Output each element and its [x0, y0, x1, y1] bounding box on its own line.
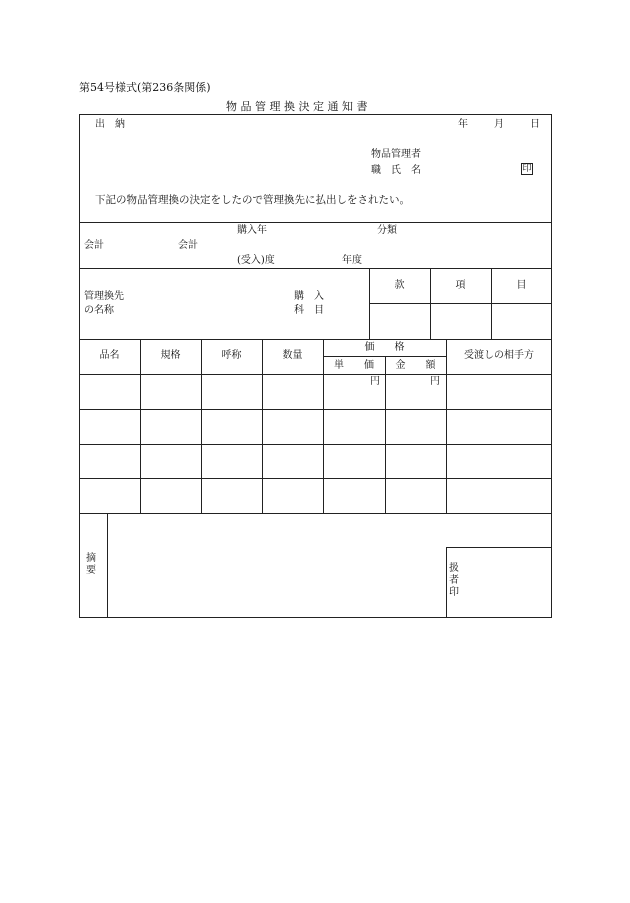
grid-line — [140, 339, 141, 513]
divider-line — [79, 222, 552, 223]
kou-label: 項 — [455, 280, 466, 291]
grid-line — [79, 478, 552, 479]
name-label: 職 氏 名 — [371, 165, 421, 176]
form-title: 物 品 管 理 換 決 定 通 知 書 — [226, 100, 368, 113]
grid-line — [107, 513, 108, 618]
grid-line — [385, 356, 386, 513]
tekiyo-label: 摘要 — [86, 553, 96, 576]
manager-label: 物品管理者 — [371, 149, 421, 160]
col-kingaku: 金 額 — [395, 360, 436, 371]
col-kakaku: 価 格 — [364, 342, 405, 353]
month-label: 月 — [494, 119, 504, 130]
received-year-label: (受入)度 — [237, 255, 275, 266]
kan-label: 款 — [394, 280, 405, 291]
day-label: 日 — [530, 119, 540, 130]
nendo-label: 年度 — [342, 255, 362, 266]
form-number: 第54号様式(第236条関係) — [79, 81, 211, 94]
seal-icon: 印 — [522, 164, 532, 174]
grid-line — [446, 547, 552, 548]
yen-unit-1: 円 — [370, 376, 380, 387]
grid-line — [446, 547, 447, 618]
purchase-year-label: 購入年 — [237, 225, 267, 236]
col-hinmei: 品名 — [99, 350, 120, 361]
grid-line — [369, 303, 552, 304]
grid-line — [79, 409, 552, 410]
purchase-label-line2: 科 目 — [294, 305, 324, 316]
dest-label-line1: 管理換先 — [84, 291, 124, 302]
grid-line — [79, 513, 552, 514]
col-kikaku: 規格 — [160, 350, 181, 361]
grid-line — [446, 339, 447, 513]
bunrui-label: 分類 — [377, 225, 397, 236]
notice-text: 下記の物品管理換の決定をしたので管理換先に払出しをされたい。 — [95, 194, 410, 206]
purchase-label-line1: 購 入 — [294, 291, 324, 302]
kaikei-label-2: 会計 — [178, 240, 198, 251]
grid-line — [262, 339, 263, 513]
suitou-label: 出 納 — [95, 119, 125, 130]
divider-line — [79, 339, 552, 340]
atsukaisha-label: 扱者印 — [449, 563, 459, 598]
divider-line — [79, 268, 552, 269]
col-ukewatashi: 受渡しの相手方 — [464, 350, 534, 361]
yen-unit-2: 円 — [430, 376, 440, 387]
kaikei-label-1: 会計 — [84, 240, 104, 251]
col-tanka: 単 価 — [334, 360, 374, 371]
grid-line — [79, 374, 552, 375]
grid-line — [201, 339, 202, 513]
moku-label: 目 — [516, 280, 527, 291]
col-kosho: 呼称 — [221, 350, 242, 361]
form-frame — [79, 114, 552, 618]
col-suryo: 数量 — [282, 350, 303, 361]
dest-label-line2: の名称 — [84, 305, 114, 316]
grid-line — [79, 444, 552, 445]
year-label: 年 — [458, 119, 468, 130]
grid-line — [323, 356, 446, 357]
